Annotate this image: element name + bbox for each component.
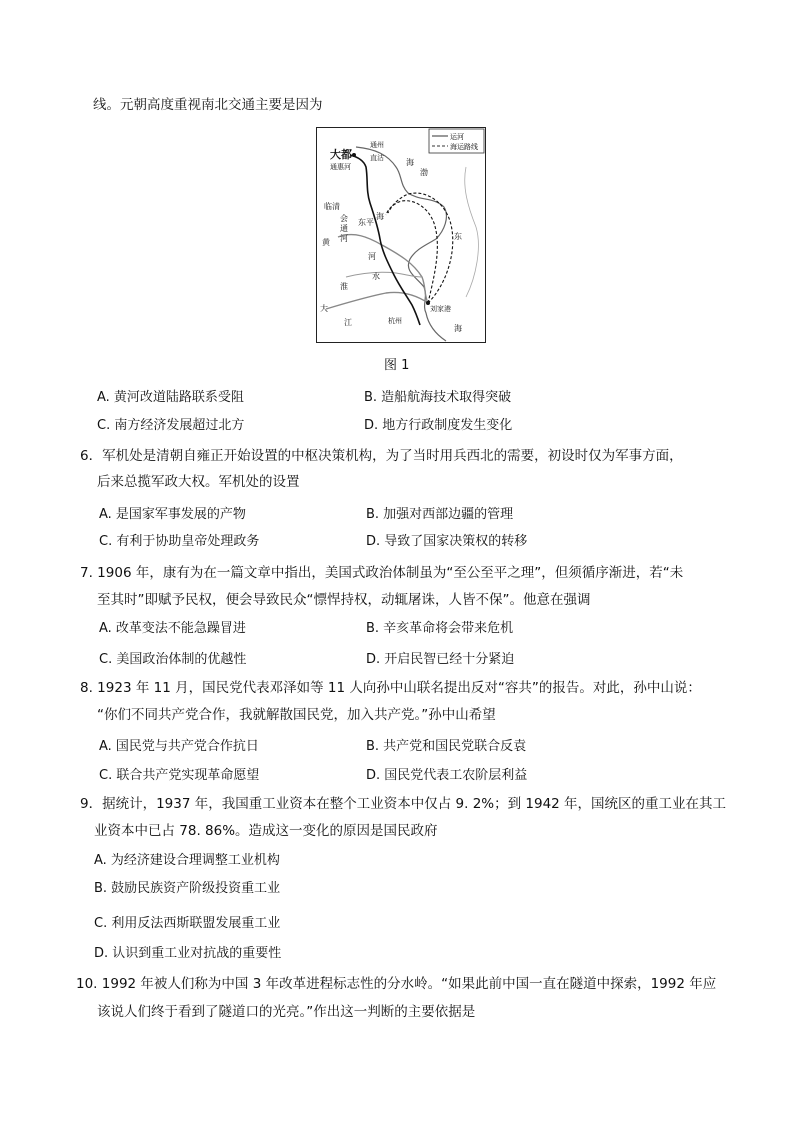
label-tonghuihe: 通惠河: [330, 163, 351, 171]
q6-option-a[interactable]: A. 是国家军事发展的产物: [99, 507, 246, 522]
label-dadu: 大都: [330, 148, 352, 161]
label-huai: 淮: [340, 282, 348, 291]
legend-sea-route-label: 海运路线: [450, 143, 478, 151]
label-jiang: 江: [344, 318, 352, 327]
label-yellow-1: 黄: [322, 238, 330, 247]
label-liujiagang: 刘家港: [430, 305, 451, 313]
q10-stem-line-1: 10. 1992 年被人们称为中国 3 年改革进程标志性的分水岭。“如果此前中国一直在隧道中探索，1992 年应: [76, 976, 717, 992]
label-yellow-3: 水: [372, 272, 380, 281]
q6-option-d[interactable]: D. 导致了国家决策权的转移: [366, 534, 528, 549]
q9-option-a[interactable]: A. 为经济建设合理调整工业机构: [94, 853, 280, 868]
yuan-canal-sea-route-map: [316, 127, 486, 343]
q9-option-c[interactable]: C. 利用反法西斯联盟发展重工业: [94, 916, 281, 931]
q5-option-d[interactable]: D. 地方行政制度发生变化: [364, 418, 513, 433]
q7-stem-line-2: 至其时”即赋予民权，便会导致民众“慓悍持权，动辄屠诛，人皆不保”。他意在强调: [97, 592, 591, 608]
label-sea-bo-1: 海: [406, 158, 414, 167]
legend-canal-label: 运河: [450, 133, 464, 141]
label-da: 大: [320, 304, 328, 313]
q7-option-a[interactable]: A. 改革变法不能急躁冒进: [99, 621, 246, 636]
label-huitong-3: 河: [340, 234, 348, 243]
label-linqing: 临清: [324, 202, 340, 211]
q8-stem-line-1: 8. 1923 年 11 月，国民党代表邓泽如等 11 人向孙中山联名提出反对“容共”的报告。对此，孙中山说：: [80, 680, 701, 696]
label-tongzhou: 通州: [370, 141, 384, 149]
dadu-marker: [352, 153, 356, 157]
q6-option-b[interactable]: B. 加强对西部边疆的管理: [366, 507, 514, 522]
q8-option-b[interactable]: B. 共产党和国民党联合反袁: [366, 739, 527, 754]
q9-stem-line-2: 业资本中已占 78. 86%。造成这一变化的原因是国民政府: [94, 823, 438, 839]
q7-option-d[interactable]: D. 开启民智已经十分紧迫: [366, 652, 515, 667]
label-sea-bo-2: 渤: [420, 168, 428, 177]
figure-caption: 图 1: [384, 358, 410, 373]
label-east-sea-1: 东: [454, 232, 462, 241]
q8-option-d[interactable]: D. 国民党代表工农阶层利益: [366, 768, 528, 783]
q9-option-d[interactable]: D. 认识到重工业对抗战的重要性: [94, 946, 282, 961]
q8-stem-line-2: “你们不同共产党合作，我就解散国民党，加入共产党。”孙中山希望: [97, 707, 496, 723]
q9-stem-line-1: 9．据统计，1937 年，我国重工业资本在整个工业资本中仅占 9. 2%；到 1942 年，国统区的重工业在其工: [80, 796, 727, 812]
label-zhigu: 直沽: [370, 154, 384, 162]
label-dongping: 东平: [358, 218, 374, 227]
label-east-sea-2: 海: [454, 324, 462, 333]
q5-option-c[interactable]: C. 南方经济发展超过北方: [97, 418, 245, 433]
q6-stem-line-1: 6．军机处是清朝自雍正开始设置的中枢决策机构，为了当时用兵西北的需要，初设时仅为军事方面，: [80, 448, 683, 464]
q7-option-c[interactable]: C. 美国政治体制的优越性: [99, 652, 247, 667]
intro-line: 线。元朝高度重视南北交通主要是因为: [93, 97, 323, 113]
q8-option-a[interactable]: A. 国民党与共产党合作抗日: [99, 739, 259, 754]
q7-stem-line-1: 7. 1906 年，康有为在一篇文章中指出，美国式政治体制虽为“至公至平之理”，但须循序渐进，若“未: [80, 565, 684, 581]
q6-option-c[interactable]: C. 有利于协助皇帝处理政务: [99, 534, 260, 549]
q5-option-a[interactable]: A. 黄河改道陆路联系受阻: [97, 390, 244, 405]
q6-stem-line-2: 后来总揽军政大权。军机处的设置: [97, 474, 300, 490]
label-hangzhou: 杭州: [388, 317, 402, 325]
q10-stem-line-2: 该说人们终于看到了隧道口的光亮。”作出这一判断的主要依据是: [97, 1004, 476, 1020]
q7-option-b[interactable]: B. 辛亥革命将会带来危机: [366, 621, 514, 636]
label-sea-bo-3: 海: [376, 212, 384, 221]
label-huitong-2: 通: [340, 224, 348, 233]
label-huitong-1: 会: [340, 214, 348, 223]
q9-option-b[interactable]: B. 鼓励民族资产阶级投资重工业: [94, 881, 281, 896]
q5-option-b[interactable]: B. 造船航海技术取得突破: [364, 390, 512, 405]
q8-option-c[interactable]: C. 联合共产党实现革命愿望: [99, 768, 260, 783]
label-yellow-2: 河: [368, 252, 376, 261]
